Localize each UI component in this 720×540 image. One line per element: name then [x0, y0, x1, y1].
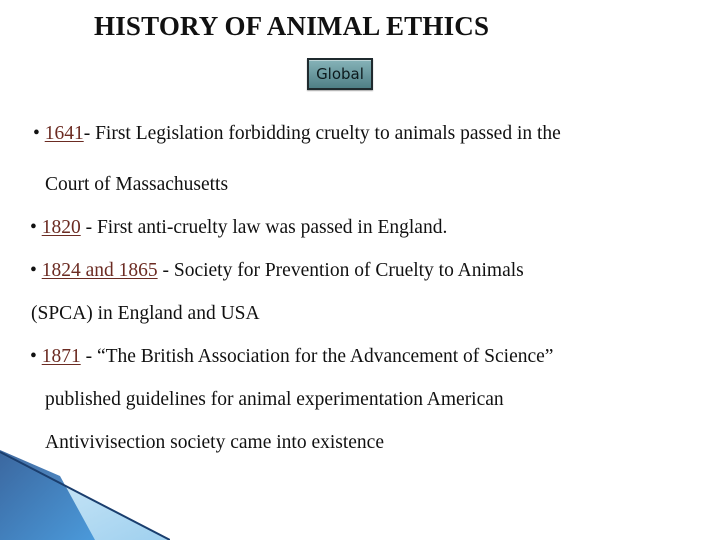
bullet-dot: •	[30, 217, 42, 238]
bullet-1871	[30, 344, 553, 370]
bullet-text: “The British Association for the Advancement of Science”	[96, 346, 554, 367]
corner-decoration	[0, 450, 170, 540]
slide-title: HISTORY OF ANIMAL ETHICS	[94, 11, 490, 41]
date-1871: 1871	[41, 346, 81, 367]
bullet-text: First anti-cruelty law was passed in England.	[96, 217, 448, 238]
bullet-separator: -	[80, 346, 97, 367]
bullet-1871-continuation-1: published guidelines for animal experimentation American	[45, 389, 504, 410]
bullet-1871-continuation-2: Antivivisection society came into existence	[45, 432, 384, 453]
bullet-separator: -	[157, 260, 174, 281]
bullet-separator: -	[80, 217, 97, 238]
bullet-text: Society for Prevention of Cruelty to Animals	[173, 260, 524, 281]
date-1641: 1641	[44, 123, 84, 144]
bullet-text: First Legislation forbidding cruelty to animals passed in the	[95, 123, 561, 144]
bullet-1641	[33, 121, 561, 147]
bullet-dot: •	[30, 346, 42, 367]
date-1824-1865: 1824 and 1865	[41, 260, 158, 281]
date-1820: 1820	[41, 217, 81, 238]
global-button[interactable]: Global	[307, 58, 373, 90]
bullet-1820	[30, 215, 447, 241]
bullet-separator: -	[83, 123, 96, 144]
bullet-dot: •	[30, 260, 42, 281]
bullet-dot: •	[33, 123, 45, 144]
bullet-1641-continuation: Court of Massachusetts	[45, 174, 229, 195]
bullet-1824-1865	[30, 258, 524, 284]
bullet-1824-1865-continuation: (SPCA) in England and USA	[31, 303, 260, 324]
